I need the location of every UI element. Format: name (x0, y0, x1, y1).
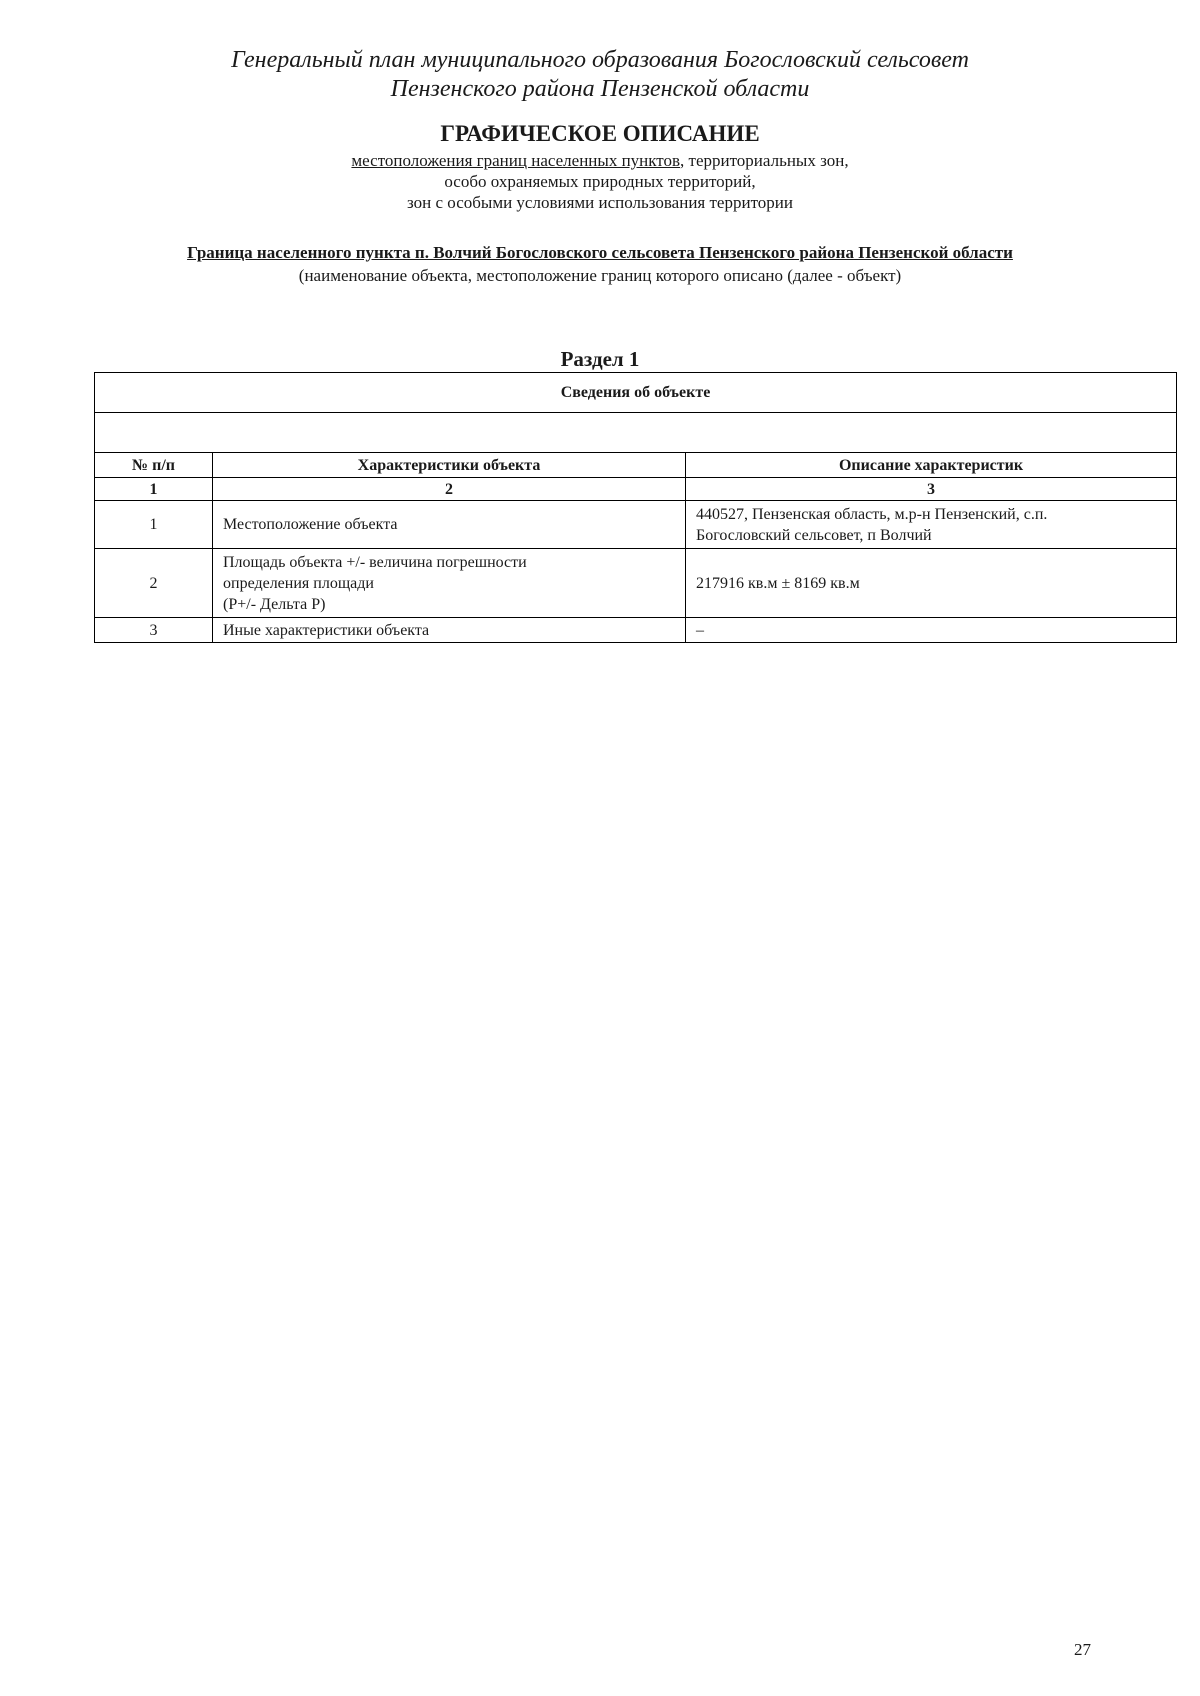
row-characteristic (213, 618, 686, 643)
row-characteristic (213, 549, 686, 618)
subtitle-line-2: особо охраняемых природных территорий, (444, 172, 756, 191)
header-cell-number: № п/п (95, 453, 213, 478)
table-row (95, 549, 1177, 618)
object-info-table (94, 372, 1177, 643)
table-column-number-row (95, 478, 1177, 501)
object-name-note: (наименование объекта, местоположение границ которого описано (далее - объект) (298, 266, 902, 285)
subtitle-line-1 (0, 150, 1200, 171)
characteristic-line: Иные характеристики объекта (223, 621, 430, 639)
table-header-row (95, 453, 1177, 478)
column-number-1: 1 (95, 478, 213, 501)
header-cell-description: Описание характеристик (686, 453, 1177, 478)
row-number: 2 (95, 549, 213, 618)
row-description (686, 618, 1177, 643)
characteristic-line: определения площади (223, 574, 374, 592)
characteristic-line: (P+/- Дельта P) (223, 595, 326, 613)
page-number: 27 (1074, 1640, 1091, 1659)
table-empty-row (95, 413, 1177, 453)
document-header (0, 46, 1200, 104)
description-line: – (696, 621, 704, 639)
column-number-3: 3 (686, 478, 1177, 501)
row-description (686, 549, 1177, 618)
row-characteristic (213, 501, 686, 549)
description-line: 217916 кв.м ± 8169 кв.м (696, 574, 860, 592)
header-cell-characteristic: Характеристики объекта (213, 453, 686, 478)
object-name: Граница населенного пункта п. Волчий Богословского сельсовета Пензенского района Пензенской области (187, 243, 1013, 262)
header-line-1: Генеральный план муниципального образования Богословский сельсовет (231, 47, 969, 73)
table-row (95, 501, 1177, 549)
row-description (686, 501, 1177, 549)
subtitle-underlined-text: местоположения границ населенных пунктов (351, 151, 681, 170)
table-caption-row (95, 373, 1177, 413)
document-title: ГРАФИЧЕСКОЕ ОПИСАНИЕ (440, 121, 760, 146)
row-number: 1 (95, 501, 213, 549)
row-number: 3 (95, 618, 213, 643)
document-subtitle (0, 150, 1200, 213)
section-title: Раздел 1 (560, 347, 640, 371)
column-number-2: 2 (213, 478, 686, 501)
table-row (95, 618, 1177, 643)
table-caption: Сведения об объекте (95, 373, 1177, 413)
description-line: Богословский сельсовет, п Волчий (696, 526, 932, 544)
characteristic-line: Площадь объекта +/- величина погрешности (223, 553, 527, 571)
subtitle-line-3: зон с особыми условиями использования территории (407, 193, 793, 212)
table-empty-cell (95, 413, 1177, 453)
subtitle-rest-text: , территориальных зон, (680, 151, 849, 170)
description-line: 440527, Пензенская область, м.р-н Пензенский, с.п. (696, 505, 1048, 523)
header-line-2: Пензенского района Пензенской области (390, 76, 810, 102)
characteristic-line: Местоположение объекта (223, 516, 398, 533)
